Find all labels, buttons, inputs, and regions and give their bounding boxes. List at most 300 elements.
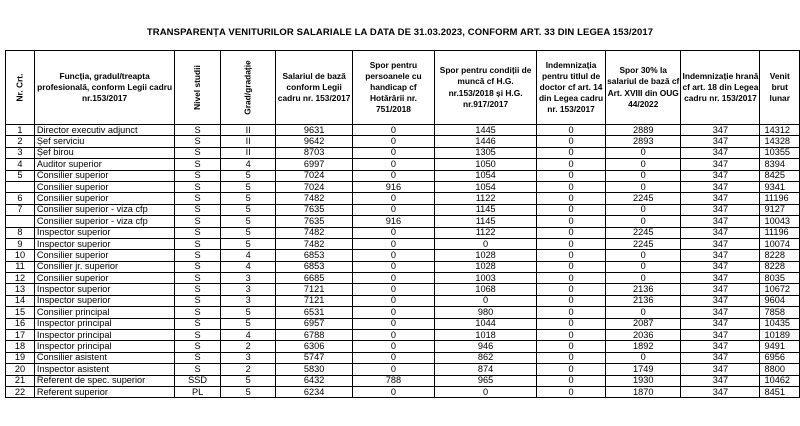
cell-grad: 5 <box>220 170 275 181</box>
cell-indemnizatie-doctor: 0 <box>537 341 606 352</box>
cell-grad: 2 <box>220 364 275 375</box>
cell-hrana: 347 <box>681 204 760 215</box>
cell-nivel: S <box>175 193 221 204</box>
cell-grad: 3 <box>220 352 275 363</box>
cell-spor-conditii: 1145 <box>435 216 537 227</box>
table-row <box>6 136 800 147</box>
table-row <box>6 386 800 397</box>
cell-venit: 9491 <box>760 341 800 352</box>
cell-spor-30: 2245 <box>606 193 681 204</box>
cell-venit: 10672 <box>760 284 800 295</box>
cell-spor-conditii: 1044 <box>435 318 537 329</box>
cell-grad: 4 <box>220 261 275 272</box>
cell-spor-30: 1892 <box>606 341 681 352</box>
cell-spor-conditii: 874 <box>435 364 537 375</box>
cell-spor-handicap: 0 <box>352 261 434 272</box>
cell-spor-handicap: 0 <box>352 193 434 204</box>
cell-nivel: S <box>175 261 221 272</box>
cell-spor-conditii: 1445 <box>435 125 537 136</box>
cell-salariu: 5747 <box>276 352 352 363</box>
cell-spor-30: 2136 <box>606 284 681 295</box>
cell-spor-handicap: 0 <box>352 364 434 375</box>
cell-grad: 5 <box>220 193 275 204</box>
cell-salariu: 6306 <box>276 341 352 352</box>
header-venit: Venit brut lunar <box>760 51 800 125</box>
cell-spor-30: 0 <box>606 352 681 363</box>
table-row <box>6 181 800 192</box>
cell-salariu: 7024 <box>276 181 352 192</box>
cell-spor-30: 1749 <box>606 364 681 375</box>
cell-spor-conditii: 1003 <box>435 273 537 284</box>
cell-venit: 10074 <box>760 238 800 249</box>
cell-venit: 14328 <box>760 136 800 147</box>
cell-venit: 7858 <box>760 307 800 318</box>
cell-hrana: 347 <box>681 193 760 204</box>
cell-spor-30: 1930 <box>606 375 681 386</box>
cell-indemnizatie-doctor: 0 <box>537 284 606 295</box>
cell-hrana: 347 <box>681 216 760 227</box>
cell-salariu: 6788 <box>276 330 352 341</box>
cell-functie: Consilier asistent <box>34 352 174 363</box>
cell-salariu: 7635 <box>276 204 352 215</box>
cell-nr <box>6 216 35 227</box>
cell-spor-conditii: 1122 <box>435 227 537 238</box>
cell-indemnizatie-doctor: 0 <box>537 181 606 192</box>
table-row <box>6 295 800 306</box>
cell-nr: 13 <box>6 284 35 295</box>
cell-venit: 9127 <box>760 204 800 215</box>
cell-nivel: S <box>175 136 221 147</box>
cell-nivel: S <box>175 250 221 261</box>
cell-hrana: 347 <box>681 273 760 284</box>
cell-nr: 3 <box>6 147 35 158</box>
cell-venit: 9341 <box>760 181 800 192</box>
table-row <box>6 330 800 341</box>
cell-hrana: 347 <box>681 227 760 238</box>
table-row <box>6 170 800 181</box>
cell-hrana: 347 <box>681 386 760 397</box>
cell-salariu: 6531 <box>276 307 352 318</box>
cell-nivel: S <box>175 295 221 306</box>
cell-hrana: 347 <box>681 284 760 295</box>
cell-nivel: S <box>175 125 221 136</box>
top-cutoff-marks <box>96 0 120 4</box>
cell-spor-conditii: 1068 <box>435 284 537 295</box>
cell-nivel: S <box>175 238 221 249</box>
header-nivel-label: Nivel studii <box>192 65 203 110</box>
cell-functie: Consilier superior <box>34 273 174 284</box>
cell-venit: 10189 <box>760 330 800 341</box>
cell-hrana: 347 <box>681 170 760 181</box>
cell-salariu: 7482 <box>276 227 352 238</box>
cell-venit: 11196 <box>760 193 800 204</box>
cell-hrana: 347 <box>681 375 760 386</box>
cell-spor-conditii: 1446 <box>435 136 537 147</box>
cell-nr: 19 <box>6 352 35 363</box>
cell-spor-handicap: 0 <box>352 341 434 352</box>
header-functie: Funcția, gradul/treapta profesională, conform Legii cadru nr.153/2017 <box>34 51 174 125</box>
cell-salariu: 6432 <box>276 375 352 386</box>
table-row <box>6 238 800 249</box>
cell-spor-handicap: 0 <box>352 227 434 238</box>
cell-hrana: 347 <box>681 318 760 329</box>
cell-hrana: 347 <box>681 136 760 147</box>
cell-nivel: S <box>175 318 221 329</box>
cell-salariu: 7121 <box>276 284 352 295</box>
cell-spor-conditii: 0 <box>435 386 537 397</box>
cell-spor-30: 0 <box>606 170 681 181</box>
cell-grad: 3 <box>220 284 275 295</box>
cell-functie: Inspector superior <box>34 227 174 238</box>
cell-venit: 8451 <box>760 386 800 397</box>
table-header-row <box>6 51 800 125</box>
cell-salariu: 7482 <box>276 238 352 249</box>
cell-venit: 8800 <box>760 364 800 375</box>
cell-nr: 15 <box>6 307 35 318</box>
cell-spor-30: 0 <box>606 204 681 215</box>
cell-indemnizatie-doctor: 0 <box>537 295 606 306</box>
table-row <box>6 307 800 318</box>
cell-functie: Auditor superior <box>34 159 174 170</box>
cell-venit: 10435 <box>760 318 800 329</box>
cell-grad: II <box>220 147 275 158</box>
header-nr <box>6 51 35 125</box>
cell-salariu: 8703 <box>276 147 352 158</box>
cell-nr: 20 <box>6 364 35 375</box>
header-grad-label: Grad/gradație <box>242 60 253 115</box>
cell-hrana: 347 <box>681 261 760 272</box>
cell-spor-handicap: 0 <box>352 307 434 318</box>
cell-salariu: 6234 <box>276 386 352 397</box>
cell-venit: 8228 <box>760 250 800 261</box>
cell-hrana: 347 <box>681 250 760 261</box>
cell-nr: 7 <box>6 204 35 215</box>
cell-spor-handicap: 0 <box>352 352 434 363</box>
cell-grad: 5 <box>220 216 275 227</box>
cell-spor-30: 2893 <box>606 136 681 147</box>
header-nivel <box>175 51 221 125</box>
cell-salariu: 9631 <box>276 125 352 136</box>
cell-spor-handicap: 0 <box>352 386 434 397</box>
table-row <box>6 375 800 386</box>
cell-grad: 5 <box>220 204 275 215</box>
cell-nr: 11 <box>6 261 35 272</box>
cell-functie: Inspector principal <box>34 330 174 341</box>
cell-salariu: 7482 <box>276 193 352 204</box>
cell-spor-handicap: 0 <box>352 250 434 261</box>
cell-functie: Consilier superior - viza cfp <box>34 216 174 227</box>
cell-functie: Consilier superior - viza cfp <box>34 204 174 215</box>
cell-grad: II <box>220 125 275 136</box>
cell-functie: Inspector superior <box>34 238 174 249</box>
table-row <box>6 227 800 238</box>
cell-indemnizatie-doctor: 0 <box>537 330 606 341</box>
cell-spor-handicap: 0 <box>352 170 434 181</box>
cell-grad: 5 <box>220 307 275 318</box>
cell-nivel: S <box>175 204 221 215</box>
cell-spor-30: 0 <box>606 181 681 192</box>
cell-salariu: 7121 <box>276 295 352 306</box>
cell-indemnizatie-doctor: 0 <box>537 307 606 318</box>
cell-nivel: SSD <box>175 375 221 386</box>
cell-spor-30: 2245 <box>606 238 681 249</box>
cell-functie: Inspector principal <box>34 318 174 329</box>
cell-nr: 12 <box>6 273 35 284</box>
cell-nr: 4 <box>6 159 35 170</box>
table-body <box>6 125 800 398</box>
cell-indemnizatie-doctor: 0 <box>537 204 606 215</box>
cell-nivel: S <box>175 352 221 363</box>
table-row <box>6 341 800 352</box>
cell-spor-30: 2136 <box>606 295 681 306</box>
cell-nr: 2 <box>6 136 35 147</box>
cell-nr: 9 <box>6 238 35 249</box>
header-hrana: Indemnizație hrană cf art. 18 din Legea cadru nr. 153/2017 <box>681 51 760 125</box>
cell-nivel: S <box>175 330 221 341</box>
cell-nr: 10 <box>6 250 35 261</box>
cell-venit: 10043 <box>760 216 800 227</box>
cell-venit: 11196 <box>760 227 800 238</box>
cell-spor-30: 2245 <box>606 227 681 238</box>
cell-functie: Inspector superior <box>34 295 174 306</box>
cell-spor-conditii: 1054 <box>435 170 537 181</box>
table-row <box>6 147 800 158</box>
page-title: TRANSPARENȚA VENITURILOR SALARIALE LA DATA DE 31.03.2023, CONFORM ART. 33 DIN LEGEA 153/2017 <box>146 27 654 38</box>
cell-hrana: 347 <box>681 330 760 341</box>
header-indemnizatie-doctor: Indemnizația pentru titlul de doctor cf art. 14 din Legea cadru nr. 153/2017 <box>537 51 606 125</box>
cell-salariu: 5830 <box>276 364 352 375</box>
cell-spor-30: 0 <box>606 159 681 170</box>
cell-indemnizatie-doctor: 0 <box>537 159 606 170</box>
cell-salariu: 6853 <box>276 261 352 272</box>
cell-spor-30: 0 <box>606 216 681 227</box>
cell-nivel: S <box>175 159 221 170</box>
cell-nivel: S <box>175 181 221 192</box>
cell-functie: Referent de spec. superior <box>34 375 174 386</box>
cell-functie: Consilier superior <box>34 181 174 192</box>
cell-nr: 14 <box>6 295 35 306</box>
cell-hrana: 347 <box>681 181 760 192</box>
cell-salariu: 6957 <box>276 318 352 329</box>
cell-grad: 4 <box>220 330 275 341</box>
cell-nr: 21 <box>6 375 35 386</box>
header-salariu: Salariul de bază conform Legii cadru nr. 153/2017 <box>276 51 352 125</box>
cell-spor-30: 0 <box>606 250 681 261</box>
header-grad <box>220 51 275 125</box>
table-row <box>6 250 800 261</box>
header-spor-handicap: Spor pentru persoanele cu handicap cf Hotărârii nr. 751/2018 <box>352 51 434 125</box>
cell-grad: 2 <box>220 341 275 352</box>
cell-functie: Inspector asistent <box>34 364 174 375</box>
cell-spor-conditii: 1050 <box>435 159 537 170</box>
cell-spor-handicap: 0 <box>352 136 434 147</box>
cell-nr: 22 <box>6 386 35 397</box>
cell-nr: 8 <box>6 227 35 238</box>
cell-spor-conditii: 0 <box>435 295 537 306</box>
cell-spor-handicap: 0 <box>352 295 434 306</box>
cell-spor-handicap: 916 <box>352 216 434 227</box>
cell-spor-conditii: 1018 <box>435 330 537 341</box>
cell-indemnizatie-doctor: 0 <box>537 386 606 397</box>
cell-grad: 5 <box>220 386 275 397</box>
cell-nr <box>6 181 35 192</box>
table-row <box>6 204 800 215</box>
cell-indemnizatie-doctor: 0 <box>537 250 606 261</box>
cell-functie: Consilier superior <box>34 170 174 181</box>
cell-hrana: 347 <box>681 341 760 352</box>
cell-venit: 8035 <box>760 273 800 284</box>
cell-salariu: 9642 <box>276 136 352 147</box>
cell-venit: 8228 <box>760 261 800 272</box>
table-row <box>6 318 800 329</box>
cell-grad: 5 <box>220 227 275 238</box>
cell-indemnizatie-doctor: 0 <box>537 147 606 158</box>
cell-grad: 4 <box>220 250 275 261</box>
cell-grad: 3 <box>220 295 275 306</box>
cell-spor-handicap: 0 <box>352 238 434 249</box>
cell-spor-handicap: 0 <box>352 273 434 284</box>
cell-grad: 5 <box>220 181 275 192</box>
cell-hrana: 347 <box>681 159 760 170</box>
cell-nr: 17 <box>6 330 35 341</box>
cell-salariu: 6997 <box>276 159 352 170</box>
cell-spor-30: 1870 <box>606 386 681 397</box>
cell-spor-30: 0 <box>606 147 681 158</box>
cell-grad: II <box>220 136 275 147</box>
table-row <box>6 284 800 295</box>
cell-nivel: S <box>175 307 221 318</box>
table-row <box>6 125 800 136</box>
cell-functie: Șef serviciu <box>34 136 174 147</box>
cell-nivel: S <box>175 284 221 295</box>
cell-functie: Consilier principal <box>34 307 174 318</box>
cell-indemnizatie-doctor: 0 <box>537 238 606 249</box>
cell-functie: Consilier jr. superior <box>34 261 174 272</box>
cell-spor-handicap: 0 <box>352 318 434 329</box>
cell-spor-conditii: 1028 <box>435 250 537 261</box>
cell-spor-30: 2889 <box>606 125 681 136</box>
cell-spor-30: 0 <box>606 273 681 284</box>
cell-nr: 5 <box>6 170 35 181</box>
cell-spor-30: 2087 <box>606 318 681 329</box>
cell-spor-handicap: 0 <box>352 330 434 341</box>
cell-grad: 5 <box>220 238 275 249</box>
cell-nivel: PL <box>175 386 221 397</box>
cell-indemnizatie-doctor: 0 <box>537 125 606 136</box>
cell-indemnizatie-doctor: 0 <box>537 273 606 284</box>
cell-spor-handicap: 0 <box>352 204 434 215</box>
cell-venit: 8394 <box>760 159 800 170</box>
cell-indemnizatie-doctor: 0 <box>537 375 606 386</box>
cell-indemnizatie-doctor: 0 <box>537 136 606 147</box>
cell-spor-conditii: 1305 <box>435 147 537 158</box>
table-row <box>6 216 800 227</box>
cell-hrana: 347 <box>681 295 760 306</box>
cell-nivel: S <box>175 273 221 284</box>
cell-grad: 5 <box>220 318 275 329</box>
cell-nivel: S <box>175 341 221 352</box>
cell-grad: 4 <box>220 159 275 170</box>
cell-indemnizatie-doctor: 0 <box>537 170 606 181</box>
cell-spor-handicap: 0 <box>352 125 434 136</box>
cell-hrana: 347 <box>681 364 760 375</box>
cell-spor-conditii: 1122 <box>435 193 537 204</box>
cell-spor-handicap: 0 <box>352 284 434 295</box>
cell-indemnizatie-doctor: 0 <box>537 352 606 363</box>
cell-indemnizatie-doctor: 0 <box>537 227 606 238</box>
cell-spor-handicap: 0 <box>352 159 434 170</box>
cell-spor-handicap: 788 <box>352 375 434 386</box>
cell-venit: 10462 <box>760 375 800 386</box>
cell-nr: 16 <box>6 318 35 329</box>
cell-spor-conditii: 965 <box>435 375 537 386</box>
cell-indemnizatie-doctor: 0 <box>537 364 606 375</box>
header-spor-conditii: Spor pentru condiții de muncă cf H.G. nr.153/2018 și H.G. nr.917/2017 <box>435 51 537 125</box>
header-nr-label: Nr. Crt. <box>14 73 25 102</box>
cell-salariu: 6853 <box>276 250 352 261</box>
cell-spor-conditii: 1028 <box>435 261 537 272</box>
table-row <box>6 352 800 363</box>
cell-venit: 8425 <box>760 170 800 181</box>
cell-hrana: 347 <box>681 307 760 318</box>
cell-venit: 10355 <box>760 147 800 158</box>
cell-indemnizatie-doctor: 0 <box>537 193 606 204</box>
header-spor-30: Spor 30% la salariul de bază cf Art. XVIII din OUG 44/2022 <box>606 51 681 125</box>
cell-nivel: S <box>175 170 221 181</box>
cell-spor-handicap: 0 <box>352 147 434 158</box>
cell-nr: 6 <box>6 193 35 204</box>
cell-spor-30: 0 <box>606 261 681 272</box>
cell-functie: Consilier superior <box>34 250 174 261</box>
cell-functie: Director executiv adjunct <box>34 125 174 136</box>
salary-table <box>5 50 800 398</box>
cell-functie: Referent superior <box>34 386 174 397</box>
cell-nivel: S <box>175 364 221 375</box>
cell-spor-conditii: 980 <box>435 307 537 318</box>
cell-venit: 6956 <box>760 352 800 363</box>
cell-salariu: 6685 <box>276 273 352 284</box>
cell-functie: Inspector principal <box>34 341 174 352</box>
cell-hrana: 347 <box>681 147 760 158</box>
cell-hrana: 347 <box>681 238 760 249</box>
cell-nr: 18 <box>6 341 35 352</box>
cell-spor-conditii: 1054 <box>435 181 537 192</box>
cell-indemnizatie-doctor: 0 <box>537 216 606 227</box>
table-row <box>6 261 800 272</box>
cell-spor-conditii: 1145 <box>435 204 537 215</box>
table-row <box>6 159 800 170</box>
cell-nr: 1 <box>6 125 35 136</box>
cell-nivel: S <box>175 147 221 158</box>
cell-indemnizatie-doctor: 0 <box>537 261 606 272</box>
table-row <box>6 193 800 204</box>
cell-spor-conditii: 862 <box>435 352 537 363</box>
cell-functie: Consilier superior <box>34 193 174 204</box>
cell-nivel: S <box>175 216 221 227</box>
cell-spor-30: 2036 <box>606 330 681 341</box>
cell-spor-conditii: 0 <box>435 238 537 249</box>
cell-functie: Șef birou <box>34 147 174 158</box>
cell-salariu: 7024 <box>276 170 352 181</box>
cell-hrana: 347 <box>681 125 760 136</box>
cell-venit: 14312 <box>760 125 800 136</box>
cell-spor-30: 0 <box>606 307 681 318</box>
cell-spor-conditii: 946 <box>435 341 537 352</box>
table-row <box>6 273 800 284</box>
cell-spor-handicap: 916 <box>352 181 434 192</box>
cell-grad: 5 <box>220 375 275 386</box>
cell-salariu: 7635 <box>276 216 352 227</box>
